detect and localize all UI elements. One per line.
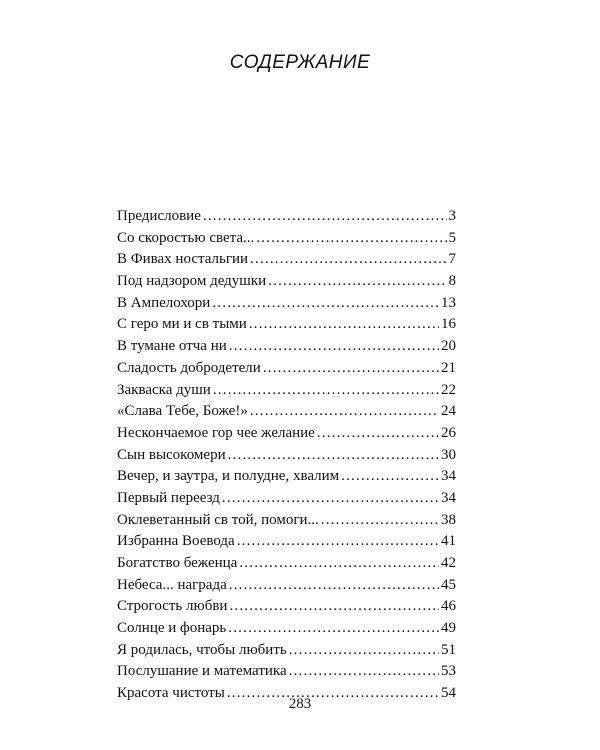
toc-entry: [117, 401, 456, 423]
toc-entry: [117, 380, 456, 402]
dot-leader: [203, 206, 447, 228]
toc-entry-title: Со скоростью света...: [117, 229, 255, 246]
toc-entry-page-number: 7: [448, 251, 456, 268]
toc-entry: [117, 228, 456, 250]
toc-entry: [117, 488, 456, 510]
toc-entry-title: В Ампелохори: [117, 294, 211, 311]
dot-leader: [268, 271, 446, 293]
toc-entry-title: Красота чистоты: [117, 685, 225, 702]
dot-leader: [256, 228, 446, 250]
toc-entry-title: Я родилась, чтобы любить: [117, 641, 287, 658]
toc-entry-title: Нескончаемое гор чее желание: [117, 424, 315, 441]
toc-entry-title: Богатство беженца: [117, 555, 238, 571]
toc-entry: [117, 531, 456, 553]
toc-entry-title: Избранна Воевода: [117, 533, 235, 550]
toc-entry-page-number: 22: [441, 381, 456, 398]
toc-entry-page-number: 3: [448, 208, 456, 224]
dot-leader: [237, 531, 439, 553]
toc-entry-page-number: 34: [441, 468, 456, 485]
toc-entry-page-number: 53: [441, 663, 456, 680]
dot-leader: [289, 640, 439, 662]
toc-entry: [117, 423, 456, 445]
dot-leader: [341, 466, 439, 488]
toc-entry-page-number: 21: [441, 359, 456, 376]
toc-entry-title: Вечер, и заутра, и полудне, хвалим: [117, 468, 340, 485]
dot-leader: [222, 488, 439, 510]
toc-entry: [117, 206, 456, 228]
toc-entry-title: Оклеветанный св той, помоги...: [117, 511, 319, 528]
dot-leader: [249, 314, 439, 336]
toc-entry: [117, 661, 456, 683]
toc-entry: [117, 466, 456, 488]
dot-leader: [317, 423, 439, 445]
dot-leader: [229, 575, 439, 597]
dot-leader: [229, 336, 439, 358]
table-of-contents: [117, 206, 456, 705]
toc-entry: [117, 314, 456, 336]
toc-entry: [117, 596, 456, 618]
toc-entry: [117, 553, 456, 575]
toc-entry-page-number: 24: [441, 403, 456, 420]
toc-entry-page-number: 54: [441, 685, 456, 702]
toc-entry: [117, 575, 456, 597]
toc-entry-page-number: 30: [441, 446, 456, 463]
dot-leader: [289, 661, 439, 683]
toc-entry-title: В Фивах ностальгии: [117, 251, 249, 268]
toc-entry-page-number: 49: [441, 620, 456, 637]
toc-entry-title: Сладость добродетели: [117, 359, 261, 376]
dot-leader: [263, 358, 439, 380]
toc-entry: [117, 510, 456, 532]
toc-entry-page-number: 16: [441, 316, 456, 333]
toc-entry: [117, 293, 456, 315]
toc-entry-page-number: 42: [441, 555, 456, 571]
toc-entry-page-number: 51: [441, 641, 456, 658]
toc-entry-title: Предисловие: [117, 208, 201, 224]
dot-leader: [212, 293, 439, 315]
toc-entry-page-number: 34: [441, 489, 456, 506]
toc-entry-title: «Слава Тебе, Боже!»: [117, 403, 248, 420]
toc-entry: [117, 358, 456, 380]
toc-entry-page-number: 26: [441, 424, 456, 441]
toc-entry-title: В тумане отча ни: [117, 338, 227, 355]
toc-entry-title: Под надзором дедушки: [117, 273, 267, 290]
toc-entry: [117, 618, 456, 640]
toc-entry: [117, 249, 456, 271]
toc-entry-page-number: 5: [448, 229, 456, 246]
toc-entry-title: Солнце и фонарь: [117, 620, 227, 637]
toc-entry-page-number: 41: [441, 533, 456, 550]
toc-entry-title: С геро ми и св тыми: [117, 316, 247, 333]
dot-leader: [250, 249, 446, 271]
dot-leader: [228, 445, 439, 467]
dot-leader: [228, 618, 439, 640]
toc-entry: [117, 336, 456, 358]
dot-leader: [239, 553, 439, 575]
toc-entry-title: Небеса... награда: [117, 576, 227, 593]
dot-leader: [229, 596, 439, 618]
toc-entry-title: Закваска души: [117, 381, 211, 398]
toc-entry-page-number: 38: [441, 511, 456, 528]
dot-leader: [321, 510, 439, 532]
toc-entry-page-number: 46: [441, 598, 456, 615]
toc-entry-page-number: 20: [441, 338, 456, 355]
toc-entry-title: Послушание и математика: [117, 663, 287, 680]
toc-entry-page-number: 8: [448, 273, 456, 290]
toc-entry: [117, 271, 456, 293]
dot-leader: [250, 401, 439, 423]
page-number: 283: [288, 696, 312, 712]
toc-entry-title: Строгость любви: [117, 598, 228, 615]
toc-entry-title: Сын высокомери: [117, 446, 226, 463]
toc-entry: [117, 445, 456, 467]
toc-entry: [117, 640, 456, 662]
toc-entry-page-number: 45: [441, 576, 456, 593]
page-title: СОДЕРЖАНИЕ: [229, 52, 371, 73]
toc-entry-page-number: 13: [441, 294, 456, 311]
toc-entry-title: Первый переезд: [117, 489, 220, 506]
dot-leader: [213, 380, 439, 402]
